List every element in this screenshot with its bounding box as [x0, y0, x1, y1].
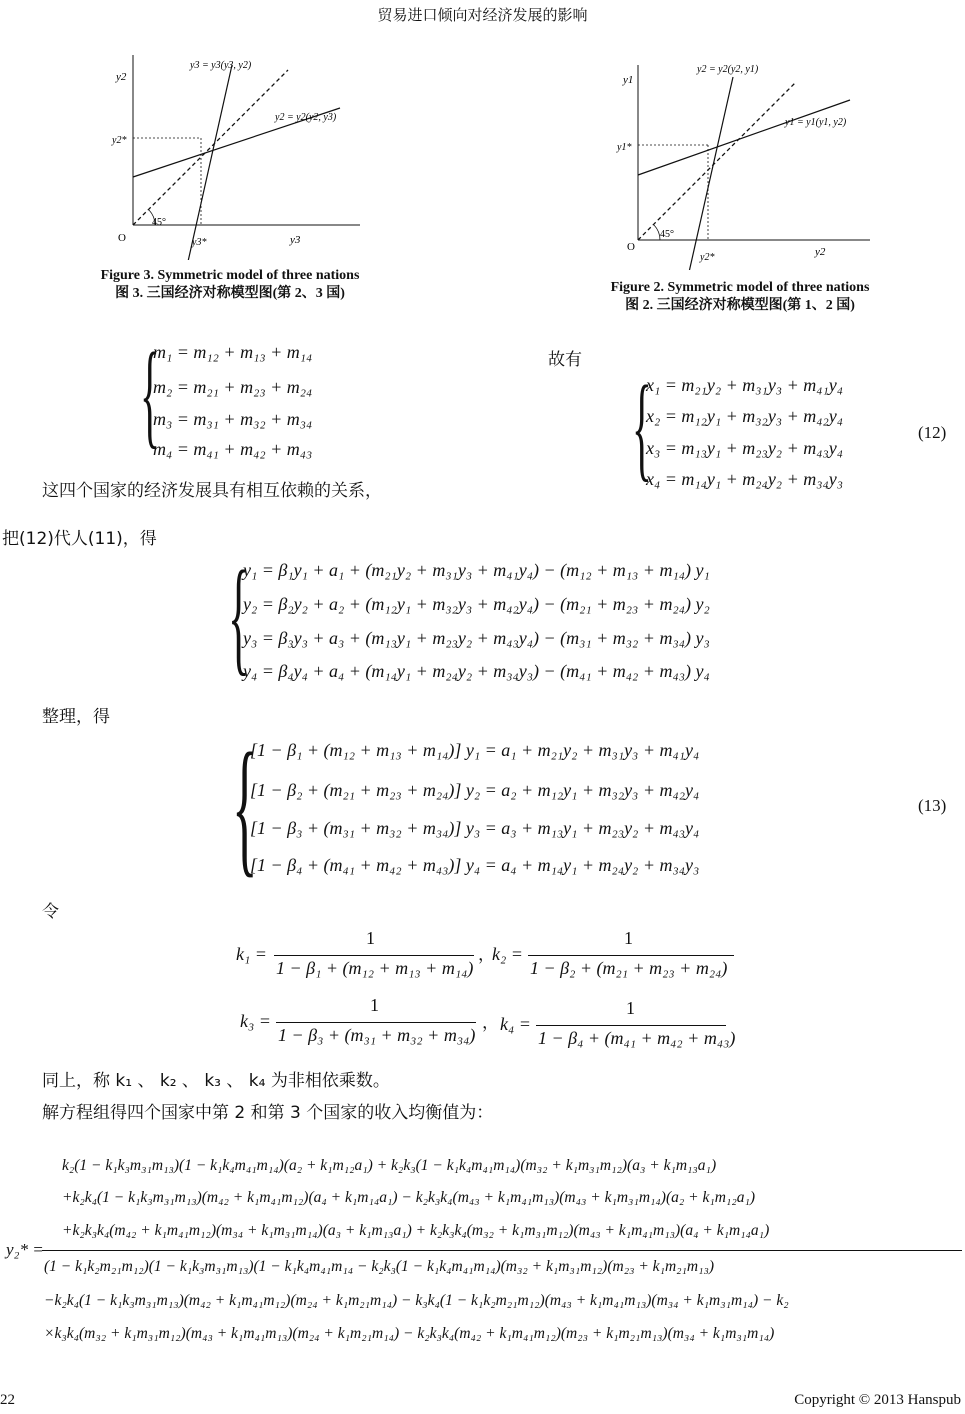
k4-numerator: 1: [626, 998, 635, 1018]
fig3-steep-label: y3 = y3(y3, y2): [190, 60, 252, 71]
eq-x-1: x₁ = m₂₁y₂ + m₃₁y₃ + m₄₁y₄: [646, 375, 843, 395]
fig3-45deg-line: [133, 70, 288, 225]
k3-lhs: k₃ =: [240, 1011, 271, 1031]
k2-definition: [492, 928, 742, 988]
eq-x-4: x₄ = m₁₄y₁ + m₂₄y₂ + m₃₄y₃: [646, 469, 843, 489]
k2-denominator: 1 − β₂ + (m₂₁ + m₂₃ + m₂₄): [530, 958, 728, 978]
fig2-flat-label: y1 = y1(y1, y2): [785, 117, 847, 128]
page-number: 22: [0, 1392, 15, 1408]
copyright: Copyright © 2013 Hanspub: [794, 1392, 961, 1408]
figure-2-caption-cn: 图 2. 三国经济对称模型图(第 1、2 国): [625, 298, 855, 313]
eq-13-2: [1 − β₂ + (m₂₁ + m₂₃ + m₂₄)] y₂ = a₂ + m₁₂y₁ + m₃₂y₃ + m₄₂y₄: [250, 780, 700, 800]
comma-2: ，: [482, 1013, 499, 1033]
eq-x-brace: {: [632, 361, 652, 492]
fig2-origin: O: [627, 241, 635, 253]
comma-1: ，: [478, 945, 495, 965]
eq-13-3: [1 − β₃ + (m₃₁ + m₃₂ + m₃₄)] y₃ = a₃ + m₁₃y₁ + m₂₃y₂ + m₄₃y₄: [250, 818, 700, 838]
solution-den-1: (1 − k₁k₂m₂₁m₁₂)(1 − k₁k₃m₃₁m₁₃)(1 − k₁k₄m₄₁m₁₄ − k₂k₃(1 − k₁k₄m₄₁m₁₄)(m₃₂ + k₁m₃₁m₁₂)(m₂₃ + k₁m₂₁m₁₃): [44, 1258, 715, 1275]
figure-3-caption-en: Figure 3. Symmetric model of three nations: [100, 268, 360, 283]
fig3-y-label: y2: [116, 71, 127, 83]
k4-fraction-bar: [536, 1025, 726, 1026]
fig2-x-star-label: y2*: [700, 252, 715, 263]
k1-numerator: 1: [366, 928, 375, 948]
figure-2-caption: [570, 279, 910, 315]
k4-lhs: k₄ =: [500, 1014, 531, 1034]
fig3-y-star-label: y2*: [112, 135, 127, 146]
fig2-flat-curve: [638, 100, 850, 175]
fig2-45deg-line: [638, 83, 795, 240]
eq-13-1: [1 − β₁ + (m₁₂ + m₁₃ + m₁₄)] y₁ = a₁ + m₂₁y₂ + m₃₁y₃ + m₄₁y₄: [250, 740, 700, 760]
fig3-origin: O: [118, 232, 126, 244]
solution-num-2: +k₂k₄(1 − k₁k₃m₃₁m₁₃)(m₄₂ + k₁m₄₁m₁₂)(a₄ + k₁m₁₄a₁) − k₂k₃k₄(m₄₃ + k₁m₄₁m₁₃)(m₄₃ + k₁m₃₁m₁₄)(a₂ + k₁m₁₂a₁): [62, 1189, 756, 1206]
k1-fraction-bar: [274, 955, 474, 956]
fig2-y-label: y1: [623, 74, 634, 86]
eq-y-1: y₁ = β₁y₁ + a₁ + (m₂₁y₂ + m₃₁y₃ + m₄₁y₄) − (m₁₂ + m₁₃ + m₁₄) y₁: [243, 560, 710, 580]
text-let: 令: [42, 902, 59, 922]
fig3-x-star-label: y3*: [192, 237, 207, 248]
fig3-angle-label: 45°: [152, 217, 166, 228]
text-solve: 解方程组得四个国家中第 2 和第 3 个国家的收入均衡值为：: [42, 1103, 494, 1123]
k2-fraction-bar: [528, 955, 734, 956]
fig2-steep-curve: [685, 77, 733, 270]
k3-denominator: 1 − β₃ + (m₃₁ + m₃₂ + m₃₄): [278, 1025, 476, 1045]
k4-definition: [500, 998, 740, 1058]
text-multipliers: 同上，称 k₁ 、 k₂ 、 k₃ 、 k₄ 为非相依乘数。: [42, 1071, 390, 1091]
eq-x-3: x₃ = m₁₃y₁ + m₂₃y₂ + m₄₃y₄: [646, 438, 843, 458]
text-guyou: 故有: [548, 350, 582, 370]
fig2-y-star-label: y1*: [617, 142, 632, 153]
k2-lhs: k₂ =: [492, 944, 523, 964]
figure-3-diagram: [100, 45, 400, 260]
eq-13-brace: {: [232, 722, 258, 890]
fig3-x-label: y3: [290, 234, 301, 246]
figure-2-diagram: [605, 55, 905, 270]
k1-definition: [236, 928, 476, 988]
k3-fraction-bar: [276, 1022, 476, 1023]
eq-y-2: y₂ = β₂y₂ + a₂ + (m₁₂y₁ + m₃₂y₃ + m₄₂y₄) − (m₂₁ + m₂₃ + m₂₄) y₂: [243, 594, 710, 614]
fig3-flat-label: y2 = y2(y2, y3): [275, 112, 337, 123]
eq-13-4: [1 − β₄ + (m₄₁ + m₄₂ + m₄₃)] y₄ = a₄ + m₁₄y₁ + m₂₄y₂ + m₃₄y₃: [250, 855, 700, 875]
k4-denominator: 1 − β₄ + (m₄₁ + m₄₂ + m₄₃): [538, 1028, 736, 1048]
k2-numerator: 1: [624, 928, 633, 948]
solution-fraction-bar: [42, 1250, 962, 1251]
eq-y-4: y₄ = β₄y₄ + a₄ + (m₁₄y₁ + m₂₄y₂ + m₃₄y₃) − (m₄₁ + m₄₂ + m₄₃) y₄: [243, 661, 710, 681]
eq-y-3: y₃ = β₃y₃ + a₃ + (m₁₃y₁ + m₂₃y₂ + m₄₃y₄) − (m₃₁ + m₃₂ + m₃₄) y₃: [243, 628, 710, 648]
figure-3-caption-cn: 图 3. 三国经济对称模型图(第 2、3 国): [115, 286, 345, 301]
k1-lhs: k₁ =: [236, 944, 267, 964]
k3-definition: [240, 995, 480, 1055]
figure-3-caption: [60, 267, 400, 303]
fig3-steep-curve: [185, 65, 232, 260]
eq-x-2: x₂ = m₁₂y₁ + m₃₂y₃ + m₄₂y₄: [646, 406, 843, 426]
eq-m-4: m₄ = m₄₁ + m₄₂ + m₄₃: [153, 439, 313, 459]
eq-m-1: m₁ = m₁₂ + m₁₃ + m₁₄: [153, 342, 313, 362]
equation-number-12: (12): [918, 423, 947, 442]
solution-den-3: ×k₃k₄(m₃₂ + k₁m₃₁m₁₂)(m₄₃ + k₁m₄₁m₁₃)(m₂₄ + k₁m₂₁m₁₄) − k₂k₃k₄(m₄₂ + k₁m₄₁m₁₂)(m₂₃ + k₁m₂₁m₁₃)(m₃₄ + k₁m₃₁m₁₄): [44, 1325, 775, 1342]
solution-den-2: −k₂k₄(1 − k₁k₃m₃₁m₁₃)(m₄₂ + k₁m₄₁m₁₂)(m₂₄ + k₁m₂₁m₁₄) − k₃k₄(1 − k₁k₂m₂₁m₁₂)(m₄₃ + k₁m₄₁m₁₃)(m₃₄ + k₁m₃₁m₁₄) − k₂: [44, 1292, 789, 1309]
eq-m-brace: {: [140, 328, 160, 459]
k3-numerator: 1: [370, 995, 379, 1015]
eq-y-brace: {: [228, 545, 250, 687]
equation-number-13: (13): [918, 796, 947, 815]
fig2-angle-label: 45°: [660, 229, 674, 240]
fig2-steep-label: y2 = y2(y2, y1): [697, 64, 759, 75]
text-interdependence: 这四个国家的经济发展具有相互依赖的关系，: [42, 481, 382, 501]
eq-m-3: m₃ = m₃₁ + m₃₂ + m₃₄: [153, 409, 313, 429]
solution-lhs: y₂* =: [6, 1240, 44, 1259]
running-header: 贸易进口倾向对经济发展的影响: [377, 6, 588, 24]
figure-2-caption-en: Figure 2. Symmetric model of three nations: [610, 280, 870, 295]
solution-num-3: +k₂k₃k₄(m₄₂ + k₁m₄₁m₁₂)(m₃₄ + k₁m₃₁m₁₄)(a₃ + k₁m₁₃a₁) + k₂k₃k₄(m₃₂ + k₁m₃₁m₁₂)(m₄₃ + k₁m₄₁m₁₃)(a₄ + k₁m₁₄a₁): [62, 1222, 770, 1239]
fig2-x-label: y2: [815, 246, 826, 258]
text-substitute: 把(12)代人(11)，得: [2, 529, 157, 549]
k1-denominator: 1 − β₁ + (m₁₂ + m₁₃ + m₁₄): [276, 958, 474, 978]
solution-num-1: k₂(1 − k₁k₃m₃₁m₁₃)(1 − k₁k₄m₄₁m₁₄)(a₂ + k₁m₁₂a₁) + k₂k₃(1 − k₁k₄m₄₁m₁₄)(m₃₂ + k₁m₃₁m₁₂)(a₃ + k₁m₁₃a₁): [62, 1157, 717, 1174]
eq-m-2: m₂ = m₂₁ + m₂₃ + m₂₄: [153, 377, 313, 397]
text-arrange: 整理，得: [42, 707, 110, 727]
